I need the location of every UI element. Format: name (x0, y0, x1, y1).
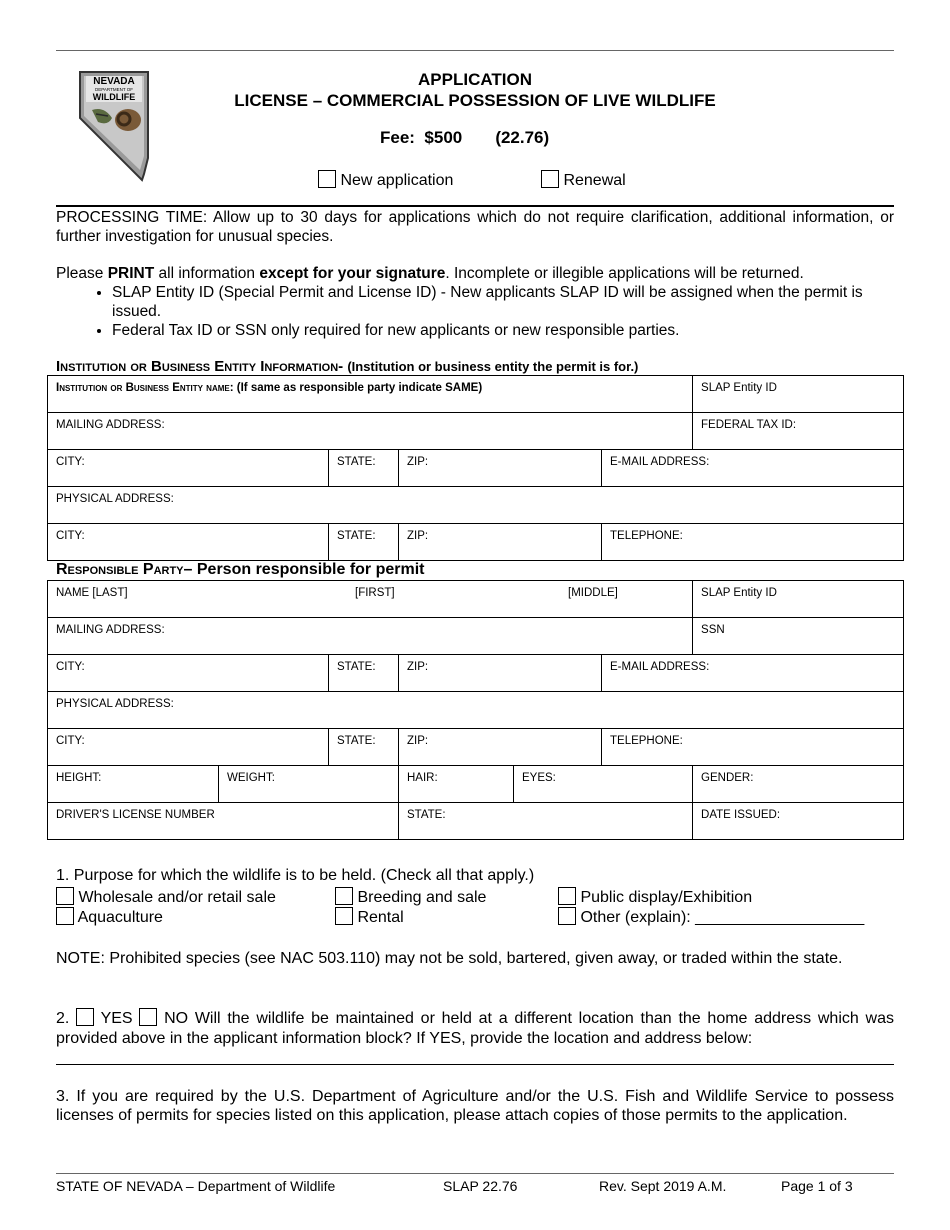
institution-federal-tax-field[interactable] (693, 413, 904, 450)
new-application-option[interactable] (318, 170, 453, 190)
top-rule (56, 50, 894, 51)
drivers-license-field[interactable] (48, 803, 399, 840)
responsible-state-label: STATE: (337, 661, 376, 673)
date-issued-field[interactable] (693, 803, 904, 840)
institution-slap-id-label: SLAP Entity ID (701, 382, 777, 394)
q2-no-label: NO (164, 1010, 189, 1027)
institution-physical-label: PHYSICAL ADDRESS: (56, 493, 174, 505)
processing-time: PROCESSING TIME: Allow up to 30 days for applications which do not require clarification, additional information, or further investigation for unusual species. (56, 209, 894, 245)
responsible-ssn-field[interactable] (693, 618, 904, 655)
rental-option[interactable] (335, 907, 404, 927)
institution-telephone-label: TELEPHONE: (610, 530, 683, 542)
institution-city2-label: CITY: (56, 530, 85, 542)
responsible-city-label: CITY: (56, 661, 85, 673)
responsible-heading (56, 561, 424, 579)
responsible-zip2-field[interactable] (399, 729, 602, 766)
gender-field[interactable] (693, 766, 904, 803)
name-middle-label: [MIDDLE] (568, 587, 618, 599)
new-application-label: New application (340, 172, 454, 189)
responsible-email-field[interactable] (602, 655, 904, 692)
weight-label: WEIGHT: (227, 772, 275, 784)
responsible-physical-label: PHYSICAL ADDRESS: (56, 698, 174, 710)
responsible-state-field[interactable] (329, 655, 399, 692)
institution-heading-text: Institution or Business Entity Information- (56, 358, 344, 375)
responsible-city2-field[interactable] (48, 729, 329, 766)
institution-mailing-label: MAILING ADDRESS: (56, 419, 165, 431)
institution-state2-label: STATE: (337, 530, 376, 542)
aquaculture-option[interactable] (56, 907, 163, 927)
q2-number: 2. (56, 1010, 70, 1027)
institution-heading-sub: (Institution or business entity the permit is for.) (347, 359, 639, 374)
q2-answer-line[interactable] (56, 1064, 894, 1065)
institution-physical-field[interactable] (48, 487, 904, 524)
institution-name-field[interactable] (48, 376, 693, 413)
responsible-heading-rest: – Person responsible for permit (183, 561, 425, 578)
header-divider (56, 205, 894, 207)
responsible-zip-field[interactable] (399, 655, 602, 692)
breeding-label: Breeding and sale (357, 889, 487, 906)
institution-zip2-field[interactable] (399, 524, 602, 561)
institution-email-field[interactable] (602, 450, 904, 487)
all-info-text: all information (158, 265, 256, 282)
q2-question (56, 1008, 894, 1049)
logo-text-bottom: WILDLIFE (92, 92, 136, 102)
institution-city2-field[interactable] (48, 524, 329, 561)
responsible-physical-field[interactable] (48, 692, 904, 729)
bullet-slap-id: • SLAP Entity ID (Special Permit and License ID) - New applicants SLAP ID will be assigned when the permit is issued. (112, 283, 894, 321)
institution-mailing-field[interactable] (48, 413, 693, 450)
height-label: HEIGHT: (56, 772, 102, 784)
eyes-field[interactable] (514, 766, 693, 803)
fee-line (380, 128, 549, 148)
responsible-name-field[interactable] (48, 581, 693, 618)
institution-state-field[interactable] (329, 450, 399, 487)
institution-name-note: (If same as responsible party indicate SAME) (236, 382, 483, 394)
footer-form: SLAP 22.76 (443, 1178, 518, 1194)
responsible-email-label: E-MAIL ADDRESS: (610, 661, 710, 673)
institution-email-label: E-MAIL ADDRESS: (610, 456, 710, 468)
other-checkbox[interactable] (558, 907, 576, 925)
public-display-label: Public display/Exhibition (580, 889, 753, 906)
institution-zip-field[interactable] (399, 450, 602, 487)
height-field[interactable] (48, 766, 219, 803)
responsible-zip2-label: ZIP: (407, 735, 429, 747)
hair-label: HAIR: (407, 772, 438, 784)
fee-code: (22.76) (495, 128, 550, 147)
q2-yes-checkbox[interactable] (76, 1008, 94, 1026)
bullet-tax-id: • Federal Tax ID or SSN only required for new applicants or new responsible parties. (112, 321, 894, 340)
responsible-mailing-field[interactable] (48, 618, 693, 655)
q2-yes-label: YES (100, 1010, 133, 1027)
wholesale-option[interactable] (56, 887, 276, 907)
renewal-label: Renewal (563, 172, 626, 189)
fee-amount: $500 (424, 128, 463, 147)
weight-field[interactable] (219, 766, 399, 803)
name-first-label: [FIRST] (355, 587, 395, 599)
drivers-license-label: DRIVER'S LICENSE NUMBER (56, 809, 215, 821)
breeding-option[interactable] (335, 887, 486, 907)
institution-slap-id-field[interactable] (693, 376, 904, 413)
hair-field[interactable] (399, 766, 514, 803)
except-signature-emphasis: except for your signature (259, 265, 446, 282)
new-application-checkbox[interactable] (318, 170, 336, 188)
renewal-option[interactable] (541, 170, 626, 190)
responsible-heading-text: Responsible Party (56, 561, 184, 578)
responsible-telephone-label: TELEPHONE: (610, 735, 683, 747)
print-instructions (56, 264, 894, 283)
print-emphasis: PRINT (107, 265, 155, 282)
institution-table (47, 375, 904, 561)
instruction-bullets (56, 283, 894, 340)
responsible-state2-field[interactable] (329, 729, 399, 766)
aquaculture-label: Aquaculture (77, 909, 163, 926)
footer-agency: STATE OF NEVADA – Department of Wildlife (56, 1178, 336, 1194)
institution-telephone-field[interactable] (602, 524, 904, 561)
responsible-ssn-label: SSN (701, 624, 725, 636)
rental-checkbox[interactable] (335, 907, 353, 925)
wholesale-label: Wholesale and/or retail sale (78, 889, 276, 906)
responsible-slap-id-label: SLAP Entity ID (701, 587, 777, 599)
responsible-city-field[interactable] (48, 655, 329, 692)
wholesale-checkbox[interactable] (56, 887, 74, 905)
renewal-checkbox[interactable] (541, 170, 559, 188)
prohibited-note: NOTE: Prohibited species (see NAC 503.110) may not be sold, bartered, given away, or traded within the state. (56, 950, 843, 967)
responsible-slap-id-field[interactable] (693, 581, 904, 618)
fee-label: Fee: (380, 128, 415, 147)
name-last-label: NAME [LAST] (56, 587, 128, 599)
institution-zip-label: ZIP: (407, 456, 429, 468)
date-issued-label: DATE ISSUED: (701, 809, 781, 821)
responsible-state2-label: STATE: (337, 735, 376, 747)
responsible-mailing-label: MAILING ADDRESS: (56, 624, 165, 636)
public-display-option[interactable] (558, 887, 752, 907)
institution-city-field[interactable] (48, 450, 329, 487)
gender-label: GENDER: (701, 772, 754, 784)
responsible-table (47, 580, 904, 840)
q2-text: Will the wildlife be maintained or held at a different location than the home address which was provided above in the applicant information block? If YES, provide the location and address below: (56, 1010, 894, 1047)
institution-state2-field[interactable] (329, 524, 399, 561)
please-text: Please (56, 265, 104, 282)
institution-state-label: STATE: (337, 456, 376, 468)
dl-state-field[interactable] (399, 803, 693, 840)
footer-rule (56, 1173, 894, 1174)
aquaculture-checkbox[interactable] (56, 907, 74, 925)
logo-text-mid: DEPARTMENT OF (94, 87, 133, 92)
other-label: Other (explain): ___________________ (580, 909, 865, 926)
logo-text-top: NEVADA (93, 76, 135, 87)
institution-name-label: Institution or Business Entity name: (56, 382, 234, 394)
responsible-telephone-field[interactable] (602, 729, 904, 766)
institution-zip2-label: ZIP: (407, 530, 429, 542)
footer-page: Page 1 of 3 (781, 1178, 853, 1194)
incomplete-text: . Incomplete or illegible applications will be returned. (445, 265, 804, 282)
breeding-checkbox[interactable] (335, 887, 353, 905)
title-line-1: APPLICATION (418, 70, 532, 89)
responsible-city2-label: CITY: (56, 735, 85, 747)
responsible-zip-label: ZIP: (407, 661, 429, 673)
institution-city-label: CITY: (56, 456, 85, 468)
q3-text: 3. If you are required by the U.S. Department of Agriculture and/or the U.S. Fish and Wildlife Service to possess licenses of permits for species listed on this application, please attach copies of those permits to the application. (56, 1088, 894, 1124)
rental-label: Rental (357, 909, 404, 926)
other-option[interactable] (558, 907, 864, 927)
dl-state-label: STATE: (407, 809, 446, 821)
q2-no-checkbox[interactable] (139, 1008, 157, 1026)
footer-revision: Rev. Sept 2019 A.M. (599, 1178, 727, 1194)
institution-federal-tax-label: FEDERAL TAX ID: (701, 419, 797, 431)
title-line-2: LICENSE – COMMERCIAL POSSESSION OF LIVE WILDLIFE (234, 91, 716, 110)
institution-heading (56, 358, 638, 375)
public-display-checkbox[interactable] (558, 887, 576, 905)
eyes-label: EYES: (522, 772, 556, 784)
q1-question: 1. Purpose for which the wildlife is to be held. (Check all that apply.) (56, 867, 535, 884)
